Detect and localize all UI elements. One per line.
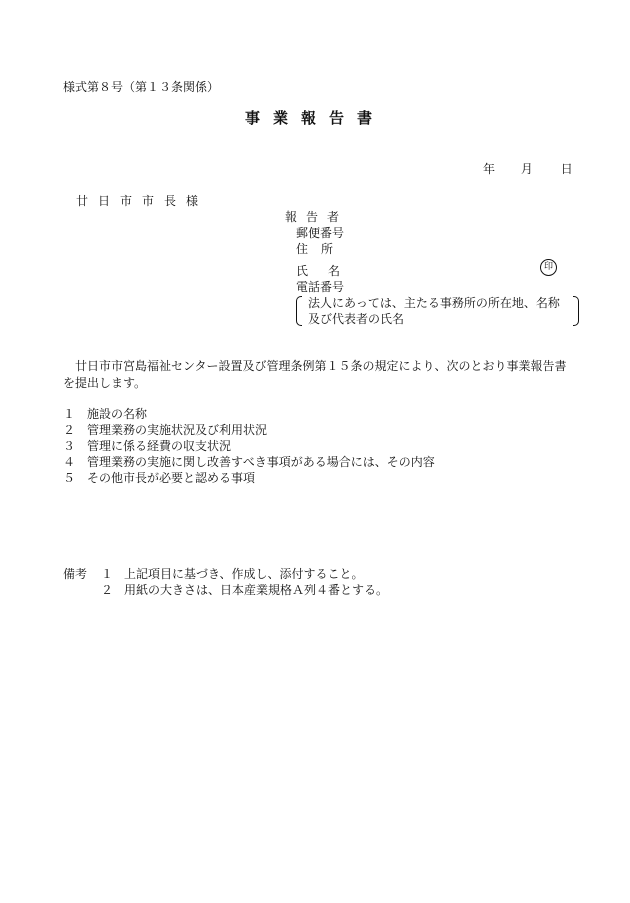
corporation-note-line-1: 法人にあっては、主たる事務所の所在地、名称 xyxy=(308,296,560,310)
list-item-text: 管理業務の実施に関し改善すべき事項がある場合には、その内容 xyxy=(87,455,435,469)
corporation-note-line-2: 及び代表者の氏名 xyxy=(308,312,405,326)
date-day-label: 日 xyxy=(560,162,573,176)
postal-code-label: 郵便番号 xyxy=(296,226,345,240)
remarks-label: 備考 xyxy=(63,567,88,581)
list-item xyxy=(63,406,147,422)
remark-item xyxy=(101,566,364,582)
list-item-text: 管理業務の実施状況及び利用状況 xyxy=(87,423,268,437)
document-title: 事業報告書 xyxy=(244,109,385,127)
form-number: 様式第８号（第１３条関係） xyxy=(63,80,220,94)
remark-text: 用紙の大きさは、日本産業規格Ａ列４番とする。 xyxy=(124,583,389,597)
seal-icon: 印 xyxy=(540,259,557,276)
list-item-number: １ xyxy=(63,407,76,421)
list-item-text: 管理に係る経費の収支状況 xyxy=(87,439,232,453)
corporation-note xyxy=(296,294,579,328)
date-month-label: 月 xyxy=(520,162,533,176)
reporter-heading: 報告者 xyxy=(285,210,349,224)
list-item-text: 施設の名称 xyxy=(87,407,148,421)
list-item xyxy=(63,454,435,470)
remark-number: ２ xyxy=(101,583,114,597)
date-line xyxy=(483,161,573,177)
date-year-label: 年 xyxy=(483,162,496,176)
list-item-text: その他市長が必要と認める事項 xyxy=(87,471,256,485)
left-bracket-icon xyxy=(296,296,302,326)
body-text: 廿日市市宮島福祉センター設置及び管理条例第１５条の規定により、次のとおり事業報告書を提出します。 xyxy=(63,359,567,390)
list-item-number: ４ xyxy=(63,455,76,469)
remark-number: １ xyxy=(101,567,114,581)
list-item-number: ５ xyxy=(63,471,76,485)
list-item xyxy=(63,422,267,438)
addressee: 廿日市市長様 xyxy=(76,194,209,208)
phone-label: 電話番号 xyxy=(296,280,345,294)
list-item-number: ２ xyxy=(63,423,76,437)
address-label: 住所 xyxy=(296,242,347,256)
list-item xyxy=(63,438,231,454)
remark-text: 上記項目に基づき、作成し、添付すること。 xyxy=(124,567,364,581)
list-item-number: ３ xyxy=(63,439,76,453)
list-item xyxy=(63,470,255,486)
name-label: 氏名 xyxy=(296,264,361,278)
remark-item xyxy=(101,582,388,598)
right-bracket-icon xyxy=(573,296,579,326)
